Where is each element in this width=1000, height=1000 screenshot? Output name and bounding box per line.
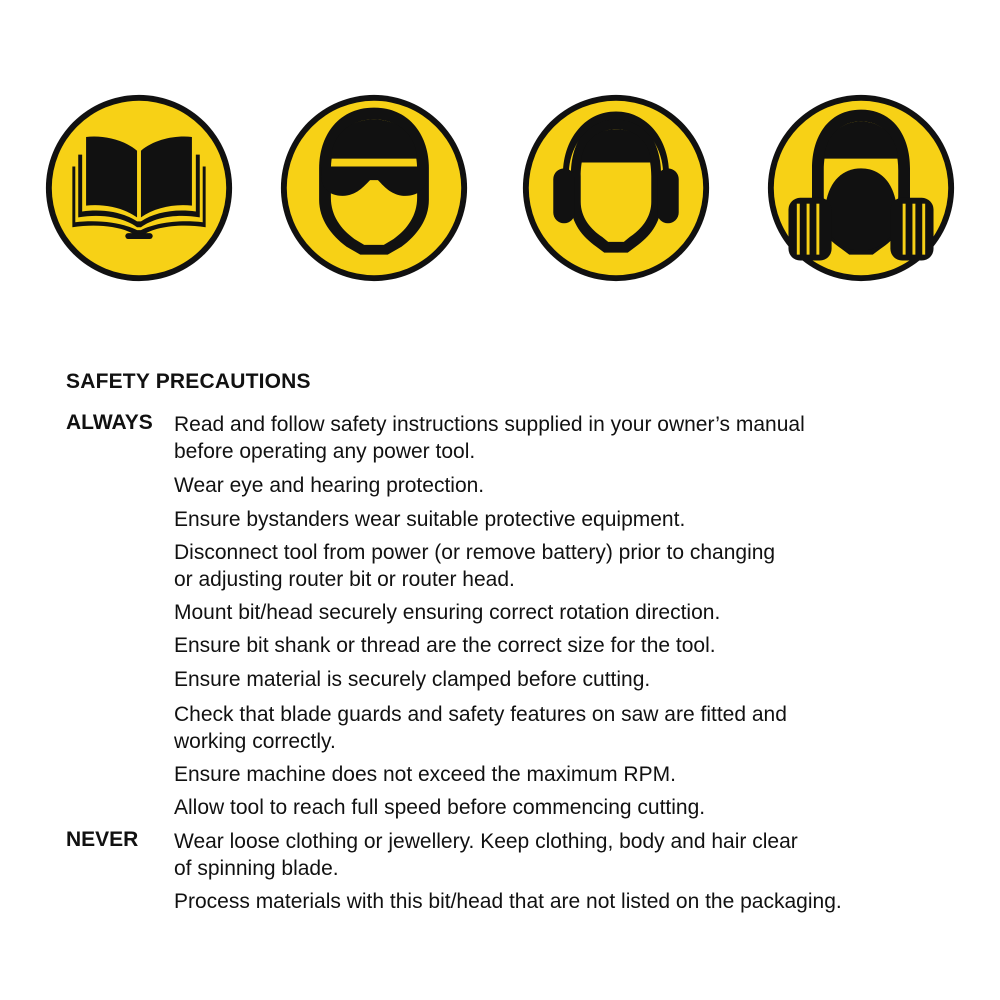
list-item: Ensure machine does not exceed the maximum RPM.: [174, 763, 676, 786]
list-item: Process materials with this bit/head that are not listed on the packaging.: [174, 890, 842, 913]
list-item: Read and follow safety instructions supplied in your owner’s manual before operating any power tool.: [174, 413, 805, 463]
list-item: Disconnect tool from power (or remove battery) prior to changing or adjusting router bit or router head.: [174, 541, 776, 591]
always-label: ALWAYS: [66, 411, 153, 434]
list-item: Ensure bit shank or thread are the correct size for the tool.: [174, 634, 716, 657]
page-title: SAFETY PRECAUTIONS: [66, 370, 311, 393]
list-item: Check that blade guards and safety features on saw are fitted and working correctly.: [174, 703, 787, 753]
list-item: Wear loose clothing or jewellery. Keep clothing, body and hair clear of spinning blade.: [174, 830, 798, 880]
read-manual-icon: [41, 90, 237, 286]
list-item: Ensure material is securely clamped before cutting.: [174, 668, 651, 691]
safety-sign-row: [0, 0, 1000, 300]
list-item: Ensure bystanders wear suitable protective equipment.: [174, 508, 686, 531]
respirator-icon: [763, 90, 959, 286]
list-item: Mount bit/head securely ensuring correct rotation direction.: [174, 601, 721, 624]
never-label: NEVER: [66, 828, 139, 851]
list-item: Allow tool to reach full speed before commencing cutting.: [174, 796, 706, 819]
ear-protection-icon: [518, 90, 714, 286]
list-item: Wear eye and hearing protection.: [174, 474, 485, 497]
eye-protection-icon: [276, 90, 472, 286]
